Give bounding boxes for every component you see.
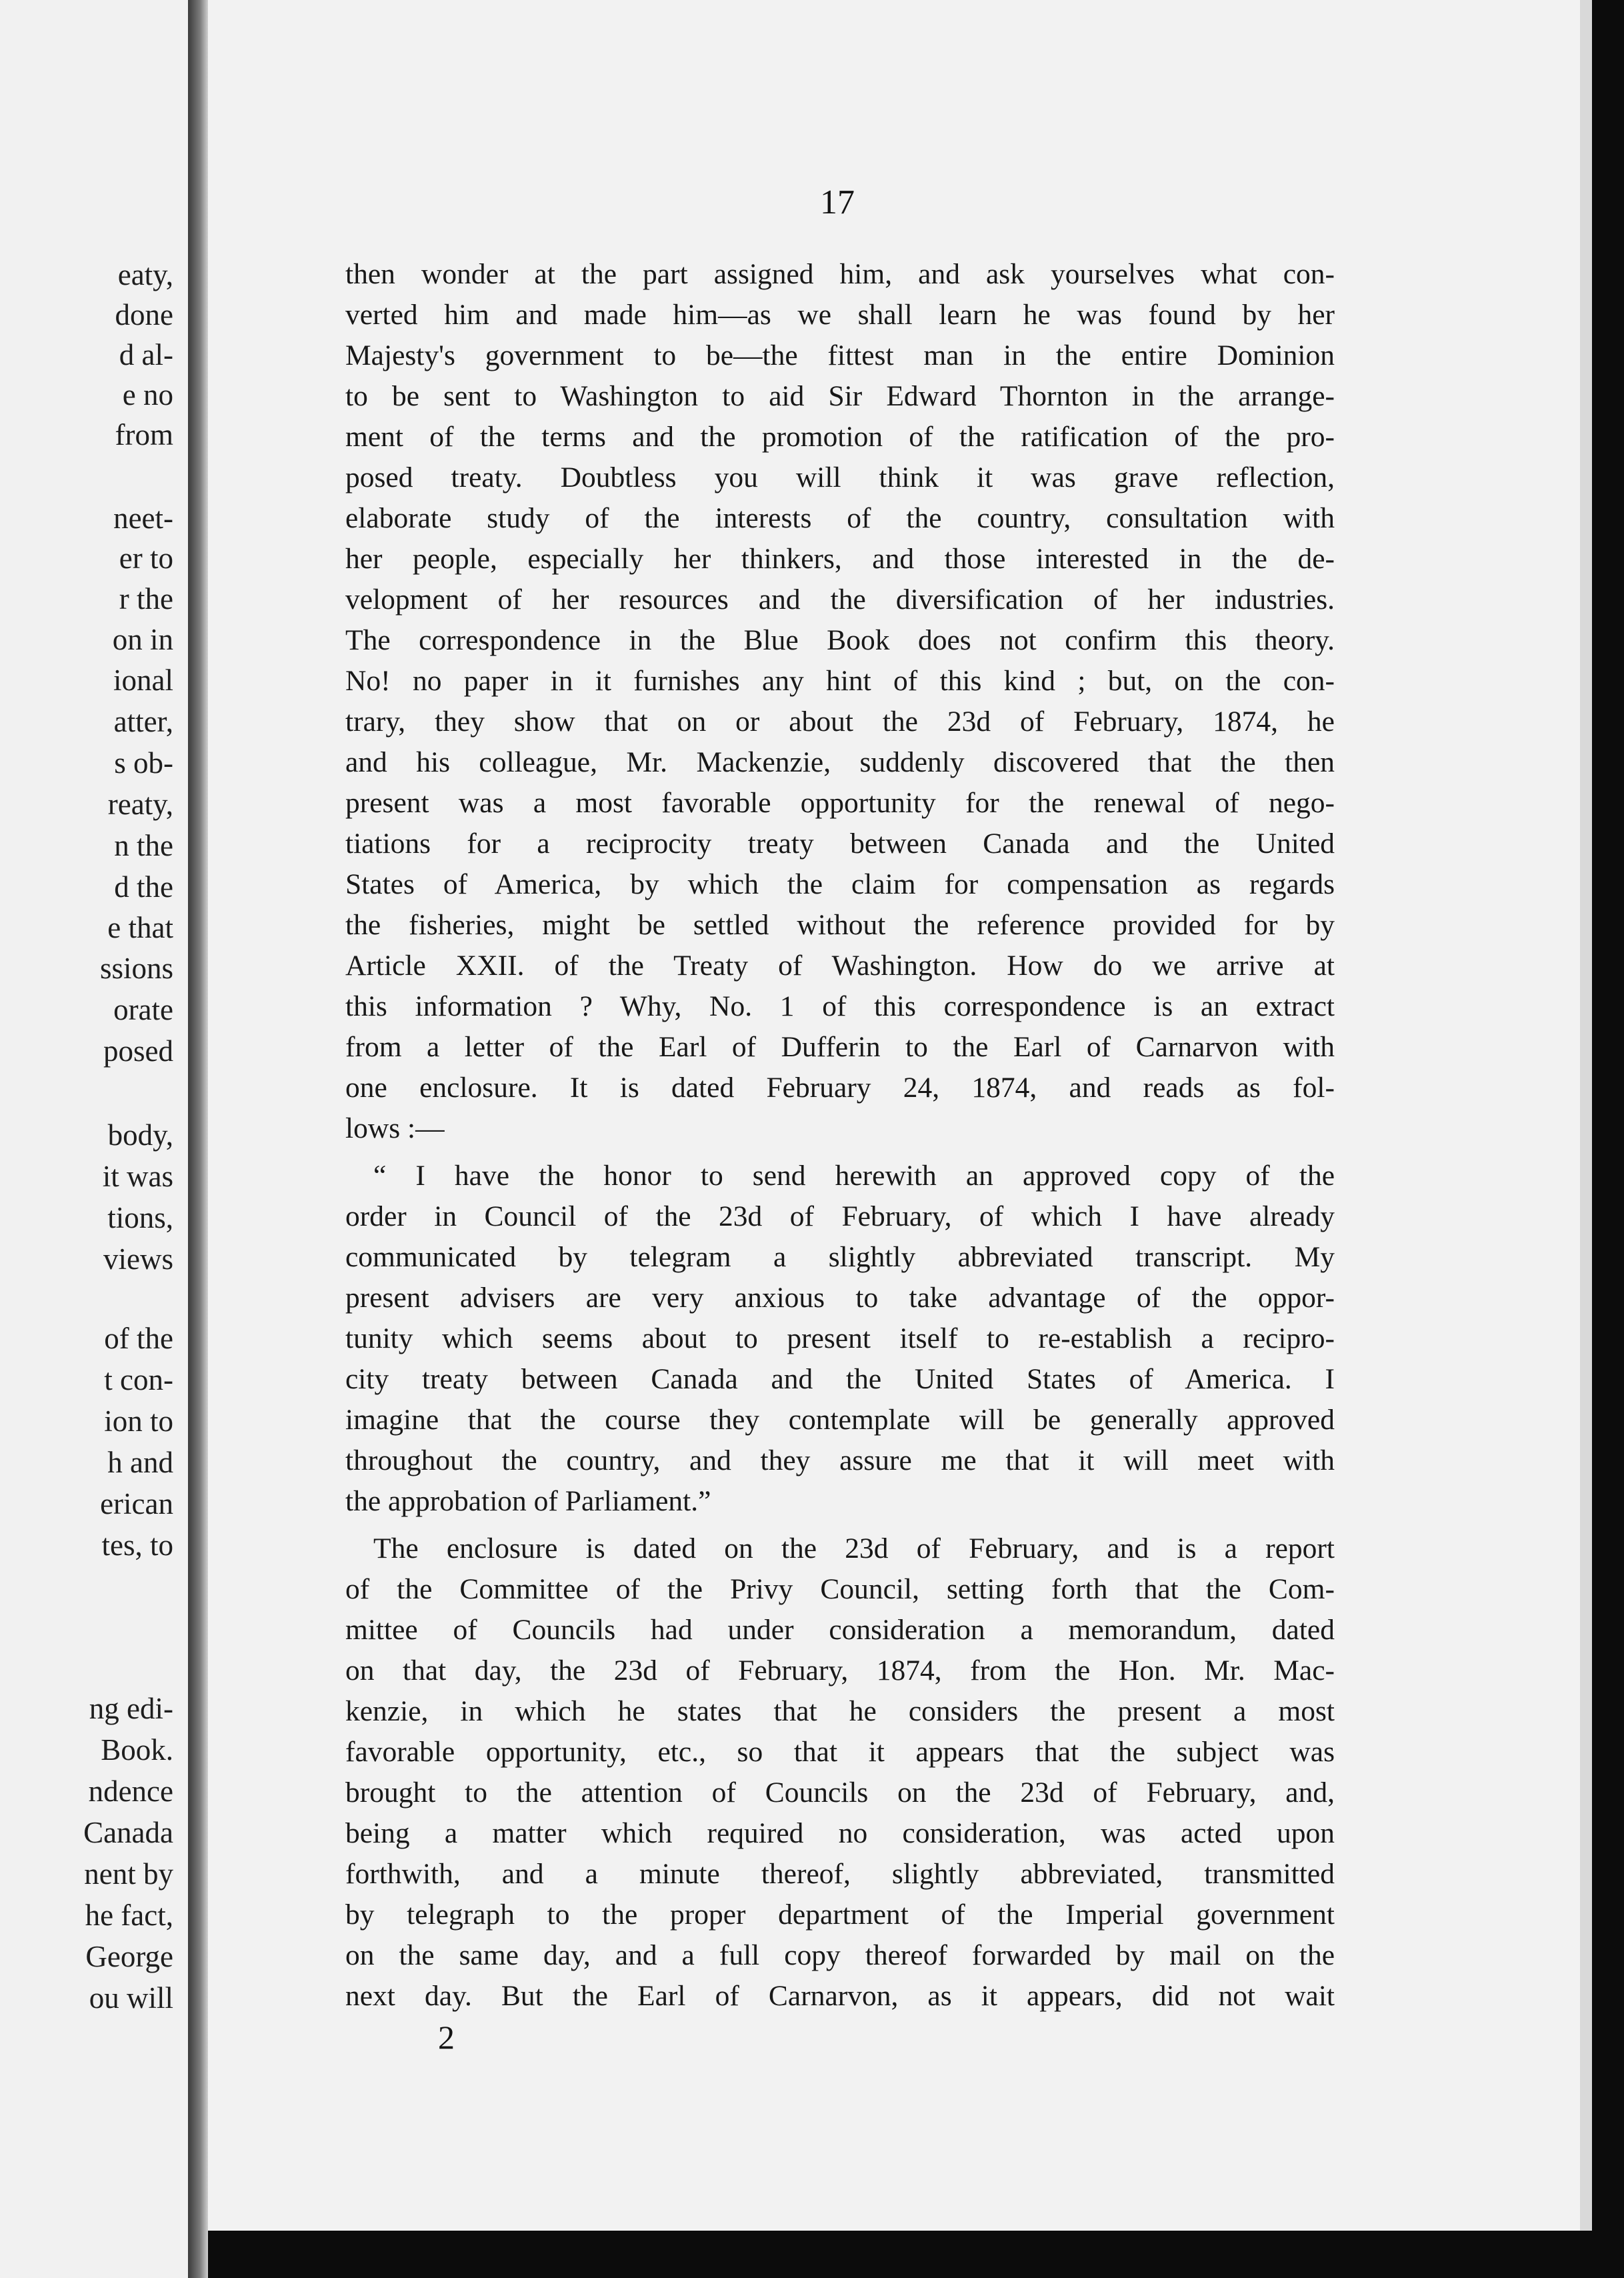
left-fragment: tes, to — [101, 1528, 173, 1562]
text-line: present was a most favorable opportunity for the renewal of nego- — [345, 787, 1335, 819]
text-line: The correspondence in the Blue Book does not confirm this theory. — [345, 624, 1335, 656]
left-fragment: orate — [113, 993, 173, 1026]
text-line: brought to the attention of Councils on the 23d of February, and, — [345, 1777, 1335, 1809]
text-line: this information ? Why, No. 1 of this correspondence is an extract — [345, 990, 1335, 1022]
text-line: ment of the terms and the promotion of the ratification of the pro- — [345, 421, 1335, 453]
text-line: to be sent to Washington to aid Sir Edward Thornton in the arrange- — [345, 380, 1335, 412]
text-line: favorable opportunity, etc., so that it appears that the subject was — [345, 1736, 1335, 1768]
left-fragment: reaty, — [107, 788, 173, 821]
text-line: trary, they show that on or about the 23d of February, 1874, he — [345, 706, 1335, 738]
left-fragment: ng edi- — [89, 1692, 173, 1725]
text-line: mittee of Councils had under consideration a memorandum, dated — [345, 1614, 1335, 1646]
left-fragment: body, — [107, 1118, 173, 1152]
text-line: Article XXII. of the Treaty of Washington. How do we arrive at — [345, 950, 1335, 982]
text-line: forthwith, and a minute thereof, slightly abbreviated, transmitted — [345, 1858, 1335, 1890]
left-fragment: ssions — [99, 952, 173, 985]
facing-page-left — [0, 0, 188, 2278]
text-line: Majesty's government to be—the fittest man in the entire Dominion — [345, 339, 1335, 371]
text-line: on that day, the 23d of February, 1874, from the Hon. Mr. Mac- — [345, 1654, 1335, 1686]
left-fragment: neet- — [113, 501, 173, 535]
left-fragment: on in — [112, 623, 173, 656]
text-line: verted him and made him—as we shall learn he was found by her — [345, 299, 1335, 331]
text-line: from a letter of the Earl of Dufferin to the Earl of Carnarvon with — [345, 1031, 1335, 1063]
left-fragment: d al- — [119, 338, 173, 371]
page-edge — [1580, 0, 1592, 2231]
text-line: the fisheries, might be settled without the reference provided for by — [345, 909, 1335, 941]
page-number: 17 — [820, 183, 855, 221]
quote-line: imagine that the course they contemplate will be generally approved — [345, 1404, 1335, 1436]
left-fragment: it was — [102, 1160, 173, 1193]
left-fragment: posed — [103, 1034, 173, 1068]
text-line: posed treaty. Doubtless you will think it was grave reflection, — [345, 461, 1335, 493]
left-fragment: he fact, — [85, 1899, 173, 1932]
text-line: and his colleague, Mr. Mackenzie, suddenly discovered that the then — [345, 746, 1335, 778]
left-fragment: e no — [122, 378, 173, 411]
text-line: her people, especially her thinkers, and those interested in the de- — [345, 543, 1335, 575]
left-fragment: h and — [107, 1446, 173, 1479]
binding-gutter — [188, 0, 208, 2278]
left-fragment: done — [115, 298, 173, 331]
left-fragment: ndence — [88, 1775, 173, 1808]
text-line: kenzie, in which he states that he considers the present a most — [345, 1695, 1335, 1727]
left-fragment: tions, — [107, 1201, 173, 1234]
text-line: next day. But the Earl of Carnarvon, as it appears, did not wait — [345, 1980, 1335, 2012]
left-fragment: erican — [100, 1487, 173, 1520]
quote-line: “ I have the honor to send herewith an approved copy of the — [373, 1160, 1335, 1192]
left-fragment: er to — [119, 541, 173, 575]
left-fragment: Canada — [83, 1816, 173, 1849]
text-line: States of America, by which the claim for compensation as regards — [345, 868, 1335, 900]
text-line: by telegraph to the proper department of the Imperial government — [345, 1899, 1335, 1931]
quote-line: present advisers are very anxious to take advantage of the oppor- — [345, 1282, 1335, 1314]
left-fragment: ional — [113, 664, 173, 697]
quote-line: tunity which seems about to present itself to re-establish a recipro- — [345, 1322, 1335, 1354]
left-fragment: atter, — [113, 705, 173, 738]
text-line: on the same day, and a full copy thereof forwarded by mail on the — [345, 1939, 1335, 1971]
text-line: tiations for a reciprocity treaty between Canada and the United — [345, 828, 1335, 860]
left-fragment: t con- — [104, 1363, 173, 1396]
text-line: then wonder at the part assigned him, and ask yourselves what con- — [345, 258, 1335, 290]
text-line: No! no paper in it furnishes any hint of this kind ; but, on the con- — [345, 665, 1335, 697]
quote-line: order in Council of the 23d of February, of which I have already — [345, 1200, 1335, 1232]
text-line: one enclosure. It is dated February 24, 1874, and reads as fol- — [345, 1072, 1335, 1104]
left-fragment: eaty, — [117, 258, 173, 291]
left-fragment: views — [103, 1242, 173, 1276]
text-line: of the Committee of the Privy Council, setting forth that the Com- — [345, 1573, 1335, 1605]
left-fragment: nent by — [84, 1857, 173, 1891]
text-line: elaborate study of the interests of the country, consultation with — [345, 502, 1335, 534]
left-fragment: d the — [114, 870, 173, 904]
signature-mark: 2 — [438, 2019, 455, 2056]
left-fragment: e that — [107, 911, 173, 944]
left-fragment: from — [115, 418, 173, 451]
text-line: being a matter which required no consideration, was acted upon — [345, 1817, 1335, 1849]
quote-line: communicated by telegram a slightly abbreviated transcript. My — [345, 1241, 1335, 1273]
quote-line: the approbation of Parliament.” — [345, 1485, 711, 1517]
left-fragment: of the — [104, 1322, 173, 1355]
left-fragment: s ob- — [114, 746, 173, 780]
quote-line: city treaty between Canada and the United States of America. I — [345, 1363, 1335, 1395]
left-fragment: r the — [119, 582, 173, 616]
left-fragment: ion to — [104, 1404, 173, 1438]
text-line: velopment of her resources and the diversification of her industries. — [345, 584, 1335, 616]
left-fragment: ou will — [89, 1981, 173, 2015]
left-fragment: n the — [114, 829, 173, 862]
left-fragment: Book. — [101, 1733, 173, 1767]
quote-line: throughout the country, and they assure me that it will meet with — [345, 1444, 1335, 1476]
left-fragment: George — [85, 1940, 173, 1973]
text-line: lows :— — [345, 1112, 445, 1144]
text-line: The enclosure is dated on the 23d of February, and is a report — [373, 1532, 1335, 1564]
